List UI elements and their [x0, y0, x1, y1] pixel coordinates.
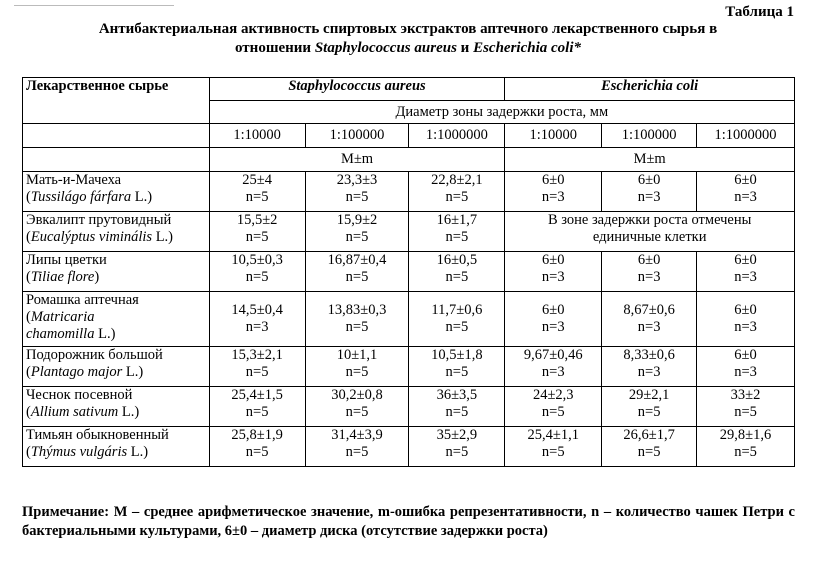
mean-value: 24±2,3: [532, 387, 574, 403]
sample-count: n=5: [541, 444, 565, 460]
plant-name: Мать-и-Мачеха: [26, 172, 122, 188]
mean-value: 25,8±1,9: [231, 427, 283, 443]
table-caption: [0, 20, 816, 58]
sample-count: n=5: [245, 189, 269, 205]
table-row: [23, 347, 795, 387]
raw-material-cell: [23, 387, 210, 427]
mean-value: 25,4±1,5: [231, 387, 283, 403]
note-label: Примечание:: [22, 504, 110, 520]
sample-count: n=5: [445, 319, 469, 335]
plant-name: Эвкалипт прутовидный: [26, 212, 172, 228]
sample-count: n=5: [345, 404, 369, 420]
value-cell: [697, 427, 795, 467]
value-cell: [209, 347, 305, 387]
value-cell: [409, 172, 505, 212]
caption-asterisk: *: [573, 40, 581, 56]
mean-value: 33±2: [730, 387, 761, 403]
empty-cell: [23, 148, 210, 172]
plant-name: Подорожник большой: [26, 347, 163, 363]
dilution-header: 1:100000: [305, 124, 409, 148]
mean-value: 23,3±3: [336, 172, 378, 188]
sample-count: n=5: [734, 404, 757, 420]
latin-suffix: L.: [131, 189, 148, 205]
sample-count: n=3: [541, 189, 565, 205]
sample-count: n=5: [445, 189, 469, 205]
dilution-header: 1:10000: [505, 124, 602, 148]
value-cell: [209, 387, 305, 427]
sample-count: n=5: [245, 364, 269, 380]
merged-note-line: В зоне задержки роста отмечены: [547, 212, 752, 228]
mean-value: 16±0,5: [436, 252, 478, 268]
sample-count: n=5: [345, 319, 369, 335]
sample-count: n=3: [637, 269, 661, 285]
sample-count: n=5: [245, 444, 269, 460]
plant-name: Чеснок посевной: [26, 387, 133, 403]
value-cell: [409, 212, 505, 252]
empty-cell: [23, 124, 210, 148]
latin-name: Allium sativum: [30, 404, 119, 420]
value-cell: [209, 212, 305, 252]
sample-count: n=3: [734, 189, 757, 205]
raw-material-cell: [23, 347, 210, 387]
plant-name: Липы цветки: [26, 252, 107, 268]
sample-count: n=5: [345, 269, 369, 285]
latin-name-line: (Plantago major L.): [26, 364, 144, 380]
mean-value: 9,67±0,46: [523, 347, 583, 363]
value-cell: [697, 172, 795, 212]
mean-value: 6±0: [734, 302, 757, 318]
value-cell: [305, 292, 409, 347]
sample-count: n=5: [445, 404, 469, 420]
value-cell: [505, 387, 602, 427]
sample-count: n=3: [734, 319, 757, 335]
latin-suffix: L.: [118, 404, 135, 420]
mean-value: 29,8±1,6: [719, 427, 772, 443]
sample-count: n=3: [637, 364, 661, 380]
value-cell: [602, 172, 697, 212]
note-text: M – среднее арифметическое значение, m-ошибка репрезентативности, n – количество чашек Петри с бактериальными культурами, 6±0 – диаметр диска (отсутствие задержки роста): [22, 504, 795, 539]
latin-name-line: chamomilla L.): [26, 326, 116, 342]
plant-name: Тимьян обыкновенный: [26, 427, 169, 443]
sample-count: n=3: [637, 319, 661, 335]
mean-value: 6±0: [637, 172, 661, 188]
value-cell: [602, 347, 697, 387]
mean-value: 35±2,9: [436, 427, 478, 443]
mean-value: 11,7±0,6: [431, 302, 483, 318]
caption-text: отношении: [235, 40, 315, 56]
mean-value: 6±0: [637, 252, 661, 268]
mean-value: 10,5±1,8: [431, 347, 483, 363]
sample-count: n=3: [541, 269, 565, 285]
raw-material-cell: [23, 252, 210, 292]
mean-value: 10±1,1: [336, 347, 378, 363]
mean-value: 36±3,5: [436, 387, 478, 403]
mean-value: 6±0: [734, 172, 757, 188]
mean-value: 31,4±3,9: [331, 427, 383, 443]
value-cell: [602, 292, 697, 347]
latin-name-line: (Matricaria: [26, 309, 95, 325]
sample-count: n=5: [445, 444, 469, 460]
table-row: [23, 292, 795, 347]
previous-text-fragment: [14, 0, 174, 6]
value-cell: [209, 427, 305, 467]
latin-suffix: L.: [152, 229, 169, 245]
latin-name: Matricaria: [30, 309, 95, 325]
value-cell: [602, 427, 697, 467]
value-cell: [697, 387, 795, 427]
mean-header-ec: M±m: [505, 148, 795, 172]
value-cell: [409, 252, 505, 292]
table-row: [23, 212, 795, 252]
mean-value: 6±0: [542, 172, 565, 188]
table-row: [23, 252, 795, 292]
value-cell: [305, 387, 409, 427]
sample-count: n=3: [541, 319, 565, 335]
value-cell: [697, 252, 795, 292]
value-cell: [505, 427, 602, 467]
value-cell: [305, 212, 409, 252]
raw-material-cell: [23, 172, 210, 212]
sample-count: n=5: [345, 444, 369, 460]
value-cell: [209, 292, 305, 347]
sample-count: n=3: [245, 319, 269, 335]
mean-value: 10,5±0,3: [231, 252, 283, 268]
mean-value: 8,67±0,6: [623, 302, 675, 318]
value-cell: [409, 292, 505, 347]
latin-name: Plantago major: [30, 364, 123, 380]
sample-count: n=3: [637, 189, 661, 205]
zone-header: Диаметр зоны задержки роста, мм: [209, 101, 794, 124]
caption-line-2: [0, 39, 816, 58]
value-cell: [209, 252, 305, 292]
value-cell: [602, 252, 697, 292]
mean-value: 26,6±1,7: [623, 427, 675, 443]
sample-count: n=5: [245, 404, 269, 420]
value-cell: [697, 292, 795, 347]
mean-value: 14,5±0,4: [231, 302, 283, 318]
plant-name: Ромашка аптечная: [26, 292, 139, 308]
mean-value: 15,3±2,1: [231, 347, 283, 363]
mean-value: 25,4±1,1: [527, 427, 579, 443]
latin-name-line: (Allium sativum L.): [26, 404, 140, 420]
raw-material-cell: [23, 292, 210, 347]
latin-suffix: L.: [127, 444, 144, 460]
sample-count: n=3: [541, 364, 565, 380]
mean-value: 6±0: [734, 347, 757, 363]
raw-material-cell: [23, 427, 210, 467]
latin-name: Eucalýptus viminális: [30, 229, 153, 245]
value-cell: [409, 347, 505, 387]
latin-name: Tussilágo fárfara: [30, 189, 132, 205]
table-number: Таблица 1: [725, 4, 794, 20]
value-cell: [305, 252, 409, 292]
mean-value: 6±0: [542, 302, 565, 318]
sample-count: n=5: [345, 364, 369, 380]
mean-value: 15,9±2: [336, 212, 378, 228]
value-cell: [505, 252, 602, 292]
sample-count: n=5: [245, 269, 269, 285]
dilution-header: 1:1000000: [409, 124, 505, 148]
mean-value: 6±0: [542, 252, 565, 268]
sample-count: n=5: [445, 269, 469, 285]
latin-name: Thýmus vulgáris: [30, 444, 128, 460]
value-cell: [505, 347, 602, 387]
mean-value: 16,87±0,4: [327, 252, 387, 268]
table-row: [23, 387, 795, 427]
table-row: [23, 172, 795, 212]
dilution-header: 1:100000: [602, 124, 697, 148]
mean-value: 25±4: [242, 172, 272, 188]
value-cell: [409, 387, 505, 427]
mean-value: 13,83±0,3: [327, 302, 387, 318]
latin-name-line: (Thýmus vulgáris L.): [26, 444, 149, 460]
value-cell: [409, 427, 505, 467]
caption-line-1: Антибактериальная активность спиртовых экстрактов аптечного лекарственного сырья в: [98, 21, 718, 37]
sample-count: n=5: [345, 229, 369, 245]
latin-name-line: (Eucalýptus viminális L.): [26, 229, 174, 245]
header-ecoli: Escherichia coli: [505, 78, 795, 101]
latin-name-line: (Tussilágo fárfara L.): [26, 189, 153, 205]
mean-value: 8,33±0,6: [623, 347, 675, 363]
mean-header-sa: M±m: [209, 148, 505, 172]
mean-value: 29±2,1: [628, 387, 670, 403]
header-staph: Staphylococcus aureus: [209, 78, 505, 101]
sample-count: n=5: [245, 229, 269, 245]
mean-value: 15,5±2: [236, 212, 278, 228]
latin-name-line: (Tiliae flore): [26, 269, 100, 285]
latin-name: Tiliae flore: [30, 269, 95, 285]
sample-count: n=5: [541, 404, 565, 420]
caption-species-ec: Escherichia coli: [473, 40, 574, 56]
latin-suffix: L.: [122, 364, 139, 380]
value-cell: [697, 347, 795, 387]
mean-value: 16±1,7: [436, 212, 478, 228]
value-cell: [305, 172, 409, 212]
raw-material-header: Лекарственное сырье: [23, 78, 210, 124]
value-cell: [505, 292, 602, 347]
value-cell: [209, 172, 305, 212]
mean-value: 6±0: [734, 252, 757, 268]
caption-text: и: [456, 40, 474, 56]
merged-note-line: единичные клетки: [592, 229, 707, 245]
mean-value: 30,2±0,8: [331, 387, 383, 403]
raw-material-cell: [23, 212, 210, 252]
sample-count: n=5: [345, 189, 369, 205]
latin-suffix: L.: [94, 326, 111, 342]
mean-value: 22,8±2,1: [431, 172, 483, 188]
value-cell: [305, 427, 409, 467]
merged-note-cell: [505, 212, 795, 252]
table-note: [22, 503, 795, 541]
sample-count: n=5: [734, 444, 757, 460]
value-cell: [602, 387, 697, 427]
sample-count: n=5: [637, 404, 661, 420]
sample-count: n=5: [445, 229, 469, 245]
activity-table: [22, 77, 795, 467]
dilution-header: 1:10000: [209, 124, 305, 148]
sample-count: n=3: [734, 269, 757, 285]
sample-count: n=5: [445, 364, 469, 380]
dilution-header: 1:1000000: [697, 124, 795, 148]
table-row: [23, 427, 795, 467]
latin-name: chamomilla: [26, 326, 95, 342]
value-cell: [305, 347, 409, 387]
caption-species-sa: Staphylococcus aureus: [314, 40, 457, 56]
sample-count: n=5: [637, 444, 661, 460]
sample-count: n=3: [734, 364, 757, 380]
value-cell: [505, 172, 602, 212]
